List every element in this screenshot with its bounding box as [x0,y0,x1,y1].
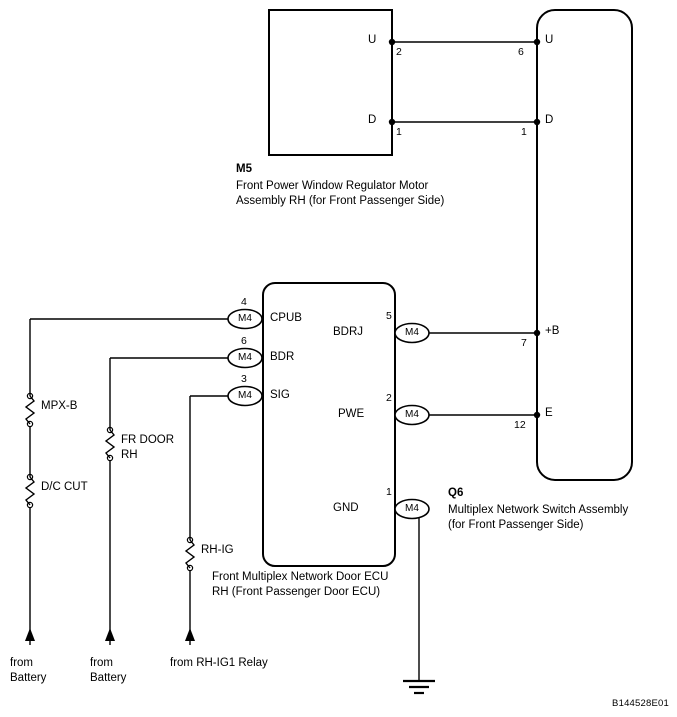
terminal-label-q6-u: U [545,34,554,46]
arrow-rhig1-relay [185,628,195,641]
pin-number-cpub: 4 [241,296,247,308]
pin-number-gnd: 1 [386,486,392,498]
node-q6-u [534,39,540,45]
connector-code-sig: M4 [238,390,252,401]
terminal-label-sig: SIG [270,389,290,401]
terminal-label-q6-d: D [545,114,554,126]
pin-number-m5-d: 1 [396,126,402,138]
connector-code-bdrj: M4 [405,327,419,338]
component-ref-q6: Q6 [448,487,464,499]
arrow-battery-2 [105,628,115,641]
component-name-m5-line2: Assembly RH (for Front Passenger Side) [236,195,445,207]
component-ref-m5: M5 [236,163,252,175]
terminal-label-bdrj: BDRJ [333,326,364,338]
fuse-label-fr-door: FR DOOR [121,434,175,446]
source-label-battery-2-line2: Battery [90,672,127,684]
node-q6-b [534,330,540,336]
connector-code-bdr: M4 [238,352,252,363]
fuse-dccut-symbol [26,477,34,505]
terminal-label-pwe: PWE [338,408,365,420]
component-name-ecu-line1: Front Multiplex Network Door ECU [212,571,389,583]
node-m5-d [389,119,395,125]
pin-number-q6-d: 1 [521,126,527,138]
terminal-label-q6-e: E [545,407,553,419]
pin-number-m5-u: 2 [396,46,402,58]
connector-code-pwe: M4 [405,409,419,420]
source-label-rhig1-relay: from RH-IG1 Relay [170,657,268,669]
component-name-q6-line1: Multiplex Network Switch Assembly [448,504,629,516]
component-name-q6-line2: (for Front Passenger Side) [448,519,584,531]
fuse-mpx-b-symbol [26,396,34,424]
node-m5-u [389,39,395,45]
source-label-battery-1-line2: Battery [10,672,47,684]
node-q6-d [534,119,540,125]
node-q6-e [534,412,540,418]
terminal-label-bdr: BDR [270,351,295,363]
pin-number-bdrj: 5 [386,310,392,322]
fuse-frdoor-symbol [106,430,114,458]
terminal-label-m5-u: U [368,34,377,46]
connector-code-gnd: M4 [405,503,419,514]
terminal-label-gnd: GND [333,502,359,514]
source-label-battery-2-line1: from [90,657,113,669]
pin-number-q6-e: 12 [514,419,526,431]
pin-number-q6-u: 6 [518,46,524,58]
component-name-m5-line1: Front Power Window Regulator Motor [236,180,429,192]
terminal-label-q6-b: +B [545,325,560,337]
pin-number-bdr: 6 [241,335,247,347]
figure-code: B144528E01 [612,698,669,709]
source-label-battery-1-line1: from [10,657,33,669]
pin-number-pwe: 2 [386,392,392,404]
pin-number-q6-b: 7 [521,337,527,349]
arrow-battery-1 [25,628,35,641]
component-box-m5 [269,10,392,155]
pin-number-sig: 3 [241,373,247,385]
fuse-rhig-symbol [186,540,194,568]
fuse-label-dc-cut: D/C CUT [41,481,88,493]
component-name-ecu-line2: RH (Front Passenger Door ECU) [212,586,381,598]
terminal-label-cpub: CPUB [270,312,302,324]
connector-code-cpub: M4 [238,313,252,324]
terminal-label-m5-d: D [368,114,377,126]
fuse-label-rh-ig: RH-IG [201,544,234,556]
fuse-label-mpx-b: MPX-B [41,400,78,412]
fuse-label-fr-door-rh: RH [121,449,138,461]
